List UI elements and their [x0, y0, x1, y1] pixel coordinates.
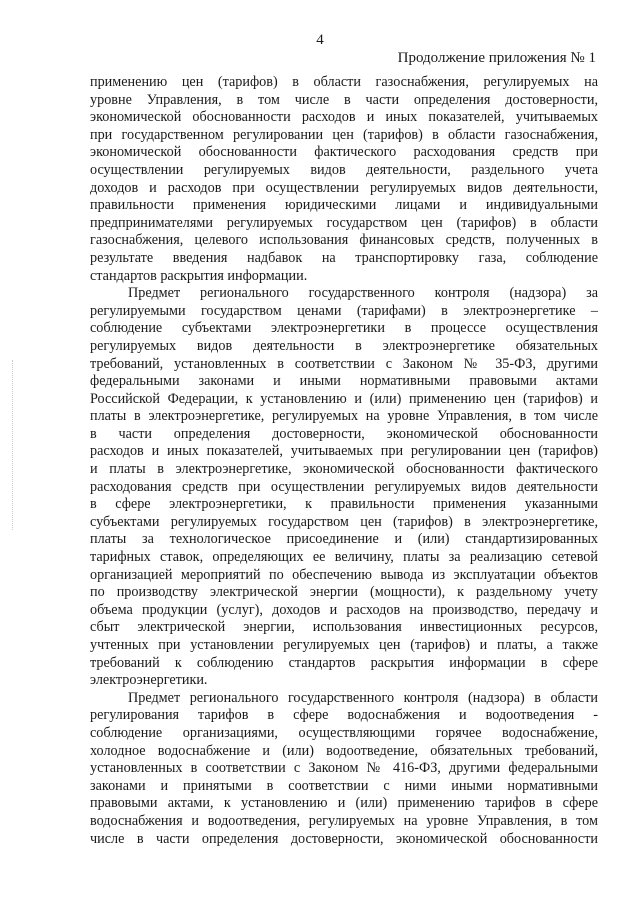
- text-line: Предмет регионального государственного контроля (надзора) за: [128, 285, 598, 302]
- text-line: соблюдение организациями, осуществляющими горячее водоснабжение,: [90, 724, 598, 741]
- text-line: федеральными законами и иными нормативными правовыми актами: [90, 373, 598, 390]
- text-line: в сфере электроэнергетики, к правильности применения указанными: [90, 496, 598, 513]
- page-number: 4: [316, 32, 324, 48]
- text-line: доходов и расходов при осуществлении регулируемых видов деятельности,: [90, 179, 598, 196]
- text-line: объема продукции (услуг), доходов и расходов на производство, передачу и: [90, 601, 598, 618]
- text-line: сбыт электрической энергии, использования инвестиционных ресурсов,: [90, 619, 598, 636]
- text-line: регулируемыми государством ценами (тарифами) в электроэнергетике –: [90, 302, 598, 319]
- scan-margin-mark: [12, 360, 14, 530]
- text-line: организацией мероприятий по обеспечению вывода из эксплуатации объектов: [90, 566, 598, 583]
- document-body: [90, 74, 598, 848]
- text-line: в части определения достоверности, экономической обоснованности: [90, 425, 598, 442]
- text-line: регулируемых видов деятельности в электроэнергетике обязательных: [90, 337, 598, 354]
- text-line: установленных в соответствии с Законом № 416-ФЗ, другими федеральными: [90, 760, 598, 777]
- text-line: платы в электроэнергетике, регулируемых на уровне Управления, в том числе: [90, 408, 598, 425]
- text-line: субъектами регулируемых государством цен (тарифов) в электроэнергетике,: [90, 513, 598, 530]
- text-line: Российской Федерации, к установлению и (или) применению цен (тарифов) и: [90, 390, 598, 407]
- text-line: холодное водоснабжение и (или) водоотведение, обязательных требований,: [90, 742, 598, 759]
- text-line: расходов и иных показателей, учитываемых при регулировании цен (тарифов): [90, 443, 598, 460]
- text-line: учтенных при установлении регулируемых цен (тарифов) и платы, а также: [90, 637, 598, 653]
- text-line: тарифных ставок, определяющих ее величину, платы за реализацию сетевой: [90, 549, 598, 566]
- text-line: числе в части определения достоверности, экономической обоснованности: [90, 830, 598, 847]
- text-line: применению цен (тарифов) в области газоснабжения, регулируемых на: [90, 74, 598, 90]
- text-line: Предмет регионального государственного контроля (надзора) в области: [128, 689, 598, 706]
- text-line: газоснабжения, целевого использования финансовых средств, полученных в: [90, 232, 598, 249]
- text-line: платы за технологическое присоединение и (или) стандартизированных: [90, 531, 598, 548]
- text-line: стандартов раскрытия информации.: [90, 267, 308, 284]
- text-line: законами и принятыми в соответствии с ними иными нормативными: [90, 777, 598, 794]
- text-line: правовыми актами, к установлению и (или) применению тарифов в сфере: [90, 795, 598, 812]
- text-line: водоснабжения и водоотведения, регулируемых на уровне Управления, в том: [90, 812, 598, 829]
- text-line: по производству электрической энергии (мощности), к раздельному учету: [90, 584, 598, 601]
- text-line: расходования средств при осуществлении регулируемых видов деятельности: [90, 478, 598, 495]
- text-line: результате введения надбавок на транспортировку газа, соблюдение: [90, 249, 598, 266]
- text-line: экономической обоснованности расходов и иных показателей, учитываемых: [90, 109, 598, 126]
- text-line: соблюдение субъектами электроэнергетики в процессе осуществления: [90, 320, 598, 337]
- text-line: при государственном регулировании цен (тарифов) в области газоснабжения,: [90, 126, 598, 143]
- text-line: правильности применения юридическими лицами и индивидуальными: [90, 197, 598, 214]
- text-line: предпринимателями регулируемых государством цен (тарифов) в области: [90, 214, 598, 231]
- text-line: электроэнергетики.: [90, 672, 208, 689]
- text-line: и платы в электроэнергетике, экономической обоснованности фактического: [90, 461, 598, 478]
- text-line: уровне Управления, в том числе в части определения достоверности,: [90, 91, 598, 108]
- text-line: осуществлении регулируемых видов деятельности, раздельного учета: [90, 161, 598, 178]
- text-line: требований, установленных в соответствии с Законом № 35-ФЗ, другими: [90, 355, 598, 372]
- text-line: регулирования тарифов в сфере водоснабжения и водоотведения -: [90, 707, 598, 724]
- text-line: требований к соблюдению стандартов раскрытия информации в сфере: [90, 654, 598, 671]
- text-line: экономической обоснованности фактического расходования средств при: [90, 144, 598, 161]
- appendix-continuation-note: Продолжение приложения № 1: [397, 50, 596, 66]
